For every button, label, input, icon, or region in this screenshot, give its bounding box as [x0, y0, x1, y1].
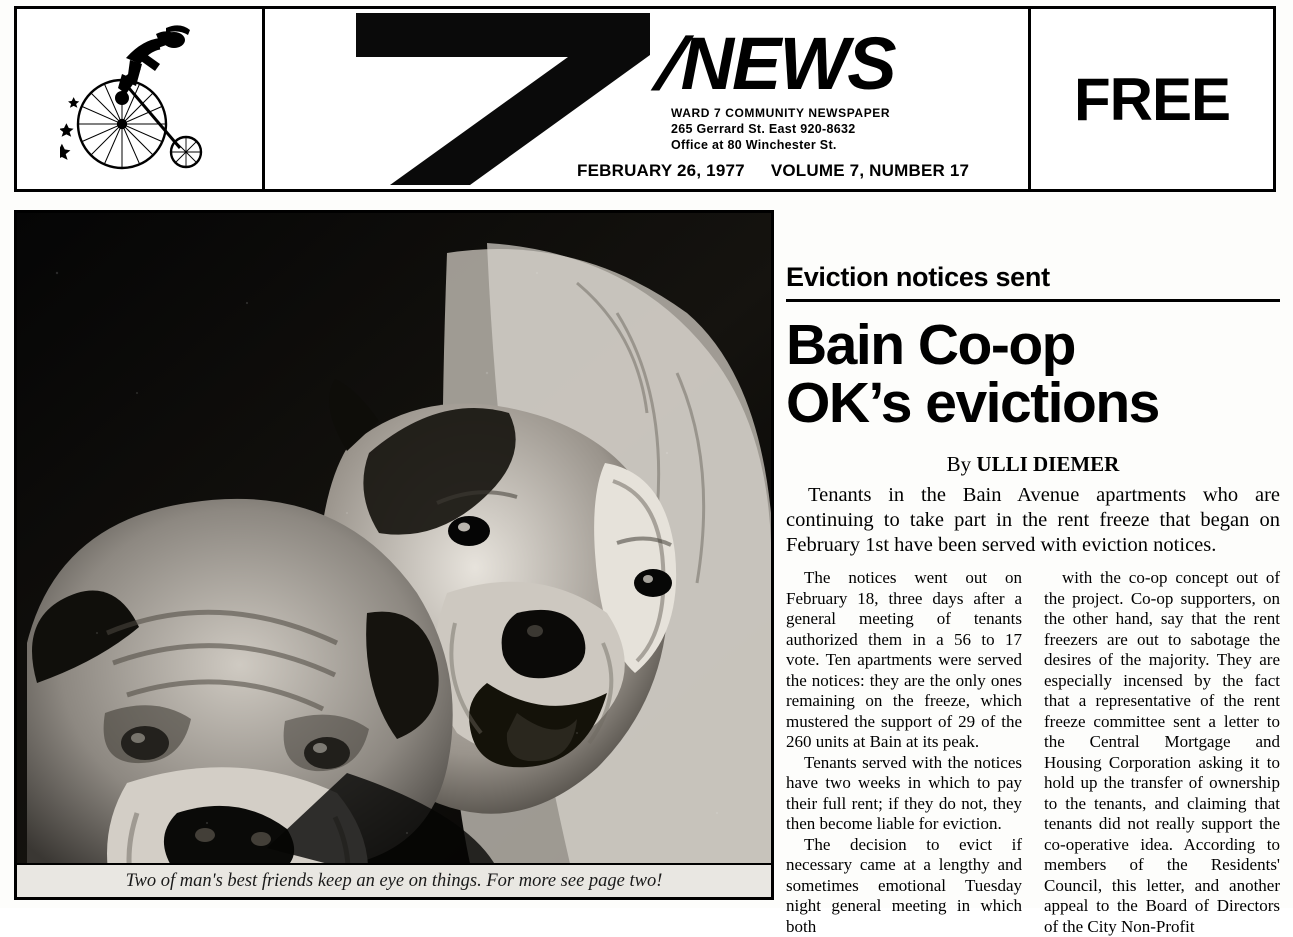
photo-caption — [17, 863, 771, 897]
masthead-logo-cell — [17, 9, 265, 189]
lead-article — [786, 262, 1280, 937]
penny-farthing-cyclist-logo — [60, 24, 220, 174]
article-columns — [786, 568, 1280, 937]
article-paragraph: The notices went out on February 18, three days after a general meeting of tenants authorized them in a 56 to 17 vote. Ten apartments were served the notices: they are the only ones remaining on the freeze, which mustered the support of 29 of the 260 units at Bain at its peak. — [786, 568, 1022, 753]
article-byline — [786, 452, 1280, 477]
masthead-date: FEBRUARY 26, 1977 — [577, 161, 745, 180]
masthead-free-cell — [1031, 9, 1273, 189]
article-paragraph: Tenants served with the notices have two weeks in which to pay their full rent; if they do not, they then become liable for eviction. — [786, 753, 1022, 835]
masthead-subtitle — [671, 105, 890, 153]
masthead — [14, 6, 1276, 192]
masthead-dateline — [577, 161, 969, 181]
masthead-subtitle-line3: Office at 80 Winchester St. — [671, 137, 890, 153]
article-kicker: Eviction notices sent — [786, 262, 1280, 302]
article-column-right — [1044, 568, 1280, 937]
masthead-subtitle-line1: WARD 7 COMMUNITY NEWSPAPER — [671, 105, 890, 121]
article-headline — [786, 316, 1280, 432]
news-slash: / — [651, 27, 688, 101]
two-bulldogs-photo — [14, 210, 774, 900]
free-label: FREE — [1074, 65, 1230, 134]
headline-line-1: Bain Co-op — [786, 313, 1075, 377]
article-lede: Tenants in the Bain Avenue apartments who are continuing to take part in the rent freeze that began on February 1st have been served with eviction notices. — [786, 483, 1280, 558]
photo-caption-text: Two of man's best friends keep an eye on things. For more see page two! — [126, 871, 663, 892]
byline-prefix: By — [947, 452, 977, 476]
headline-line-2: OK’s evictions — [786, 371, 1159, 435]
article-column-left — [786, 568, 1022, 937]
byline-author: ULLI DIEMER — [976, 452, 1119, 476]
masthead-news-word — [660, 27, 895, 101]
masthead-volume: VOLUME 7, NUMBER 17 — [771, 161, 969, 180]
masthead-subtitle-line2: 265 Gerrard St. East 920-8632 — [671, 121, 890, 137]
photo-image — [17, 213, 771, 868]
article-paragraph: with the co-op concept out of the project. Co-op supporters, on the other hand, say that the rent freezers are out to sabotage the desires of the majority. They are especially incensed by the fact that a representative of the rent freeze committee sent a letter to the Central Mortgage and Housing Corporation asking it to hold up the transfer of ownership to the tenants, and claiming that tenants did not really support the co-operative idea. According to members of the Residents' Council, this letter, and another appeal to the Board of Directors of the City Non-Profit — [1044, 568, 1280, 937]
news-text: NEWS — [681, 22, 895, 105]
masthead-title-cell — [265, 9, 1031, 189]
article-paragraph: The decision to evict if necessary came at a lengthy and sometimes emotional Tuesday night general meeting in which both — [786, 835, 1022, 937]
